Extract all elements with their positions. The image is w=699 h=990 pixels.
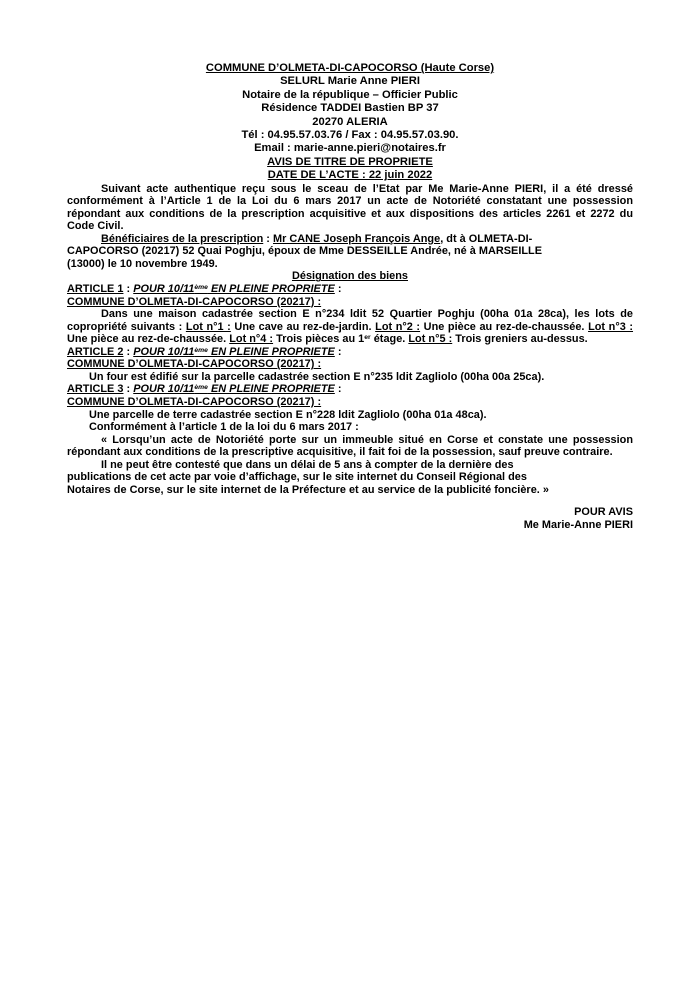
letterhead-firm: SELURL Marie Anne PIERI (280, 75, 420, 88)
beneficiary-address-start: , dt à OLMETA-DI- (440, 232, 533, 245)
article-3-share (133, 383, 335, 395)
article-1-lot-4-text2: étage. (370, 333, 409, 346)
letterhead-commune (67, 62, 633, 75)
article-1-body (67, 308, 633, 346)
article-3-share-suffix: EN PLEINE PROPRIETE (207, 383, 335, 396)
article-1-heading (67, 283, 633, 296)
article-3-heading (67, 383, 633, 396)
article-2-end: : (334, 345, 342, 358)
beneficiaries-separator: : (263, 232, 273, 245)
conformity-quote-paragraph-2-line-3: Notaires de Corse, sur le site internet de la Préfecture et au service de la publicité foncière. » (67, 483, 549, 496)
letterhead-phone-fax: Tél : 04.95.57.03.76 / Fax : 04.95.57.03.90. (241, 129, 459, 142)
designation-heading-text: Désignation des biens (291, 270, 408, 283)
article-2-share-prefix: POUR 10/11 (133, 345, 195, 358)
article-1-end: : (334, 283, 342, 296)
article-2-share (133, 346, 335, 358)
article-1-lot-4-label: Lot n°4 : (229, 333, 274, 346)
article-2-sep: : (123, 345, 134, 358)
conformity-quote-paragraph-2-line-1: Il ne peut être contesté que dans un délai de 5 ans à compter de la dernière des (101, 458, 514, 471)
document-title-text: AVIS DE TITRE DE PROPRIETE (267, 155, 433, 168)
beneficiaries-line-1 (67, 233, 633, 246)
signature-notary-name: Me Marie-Anne PIERI (523, 518, 633, 531)
article-3-body: Une parcelle de terre cadastrée section E n°228 ldit Zagliolo (00ha 01a 48ca). (89, 408, 487, 421)
article-2-commune (67, 358, 633, 371)
article-1-sep: : (123, 283, 134, 296)
article-3-end: : (334, 383, 342, 396)
article-3-number: ARTICLE 3 (67, 383, 124, 396)
article-2-heading (67, 346, 633, 359)
article-3-share-sup: ème (194, 384, 208, 392)
intro-paragraph: Suivant acte authentique reçu sous le sceau de l’Etat par Me Marie-Anne PIERI, il a été dressé conformément à l’Article 1 de la Loi du 6 mars 2017 un acte de Notoriété constatant une possession répondant aux conditions de la prescription acquisitive et aux dispositions des articles 2261 et 2272 du Code Civil. (67, 182, 633, 233)
beneficiaries-label: Bénéficiaires de la prescription (101, 232, 264, 245)
article-1-lot-4-sup: er (364, 334, 371, 342)
beneficiaries-line-2: CAPOCORSO (20217) 52 Quai Poghju, époux de Mme DESSEILLE Andrée, né à MARSEILLE (67, 245, 543, 258)
letterhead-email: Email : marie-anne.pieri@notaires.fr (254, 142, 446, 155)
conformity-intro: Conformément à l’article 1 de la loi du 6 mars 2017 : (89, 421, 359, 434)
article-1-share-sup: ème (194, 284, 208, 292)
article-3-sep: : (123, 383, 134, 396)
article-1-lot-5-label: Lot n°5 : (408, 333, 453, 346)
letterhead (67, 62, 633, 183)
article-2-share-sup: ème (194, 346, 208, 354)
article-3-commune-text: COMMUNE D’OLMETA-DI-CAPOCORSO (20217) : (67, 395, 322, 408)
article-1-number: ARTICLE 1 (67, 283, 124, 296)
article-2-share-suffix: EN PLEINE PROPRIETE (207, 345, 335, 358)
article-1-share (133, 283, 335, 295)
article-1-lot-4-text: Trois pièces au 1 (273, 333, 365, 346)
article-3-commune (67, 396, 633, 409)
letterhead-address: Résidence TADDEI Bastien BP 37 (261, 102, 439, 115)
signature-pour-avis: POUR AVIS (574, 506, 633, 519)
article-1-lot-1-text: Une cave au rez-de-jardin. (230, 320, 376, 333)
beneficiaries-line-3: (13000) le 10 novembre 1949. (67, 257, 218, 270)
document-body (67, 62, 633, 531)
designation-heading (67, 270, 633, 283)
letterhead-commune-text: COMMUNE D’OLMETA-DI-CAPOCORSO (Haute Corse) (205, 62, 495, 74)
article-2-body: Un four est édifié sur la parcelle cadastrée section E n°235 ldit Zagliolo (00ha 00a 25ca). (89, 370, 545, 383)
letterhead-postal-city: 20270 ALERIA (312, 115, 388, 128)
act-date (67, 169, 633, 182)
article-1-lot-3-text: Une pièce au rez-de-chaussée. (67, 333, 230, 346)
article-1-share-prefix: POUR 10/11 (133, 283, 195, 296)
article-1-lot-2-label: Lot n°2 : (375, 320, 421, 333)
conformity-quote-paragraph-2-line-2: publications de cet acte par voie d’affichage, sur le site internet du Conseil Régional des (67, 471, 527, 484)
article-2-number: ARTICLE 2 (67, 345, 124, 358)
beneficiary-name: Mr CANE Joseph François Ange (273, 232, 441, 245)
act-date-text: DATE DE L’ACTE : 22 juin 2022 (267, 169, 433, 182)
document-title (67, 156, 633, 169)
conformity-quote-paragraph-1: « Lorsqu’un acte de Notoriété porte sur un immeuble situé en Corse et constate une possession répondant aux conditions de la prescriptive acquisitive, il fait foi de la possession, sauf preuve contraire. (67, 433, 633, 459)
article-2-commune-text: COMMUNE D’OLMETA-DI-CAPOCORSO (20217) : (67, 358, 322, 371)
article-1-lot-1-label: Lot n°1 : (185, 320, 231, 333)
article-1-lot-3-label: Lot n°3 : (588, 320, 634, 333)
article-1-commune-text: COMMUNE D’OLMETA-DI-CAPOCORSO (20217) : (67, 295, 322, 308)
article-3-share-prefix: POUR 10/11 (133, 383, 195, 396)
article-1-lot-2-text: Une pièce au rez-de-chaussée. (420, 320, 589, 333)
article-1-lot-5-text: Trois greniers au-dessus. (452, 333, 588, 346)
letterhead-role: Notaire de la république – Officier Public (242, 88, 458, 101)
article-1-share-suffix: EN PLEINE PROPRIETE (207, 283, 335, 296)
article-1-commune (67, 296, 633, 309)
article-1-body-intro: Dans une maison cadastrée section E n°234 ldit 52 Quartier Poghju (00ha 01a 28ca), les lots de copropriété suivants : (67, 308, 633, 333)
